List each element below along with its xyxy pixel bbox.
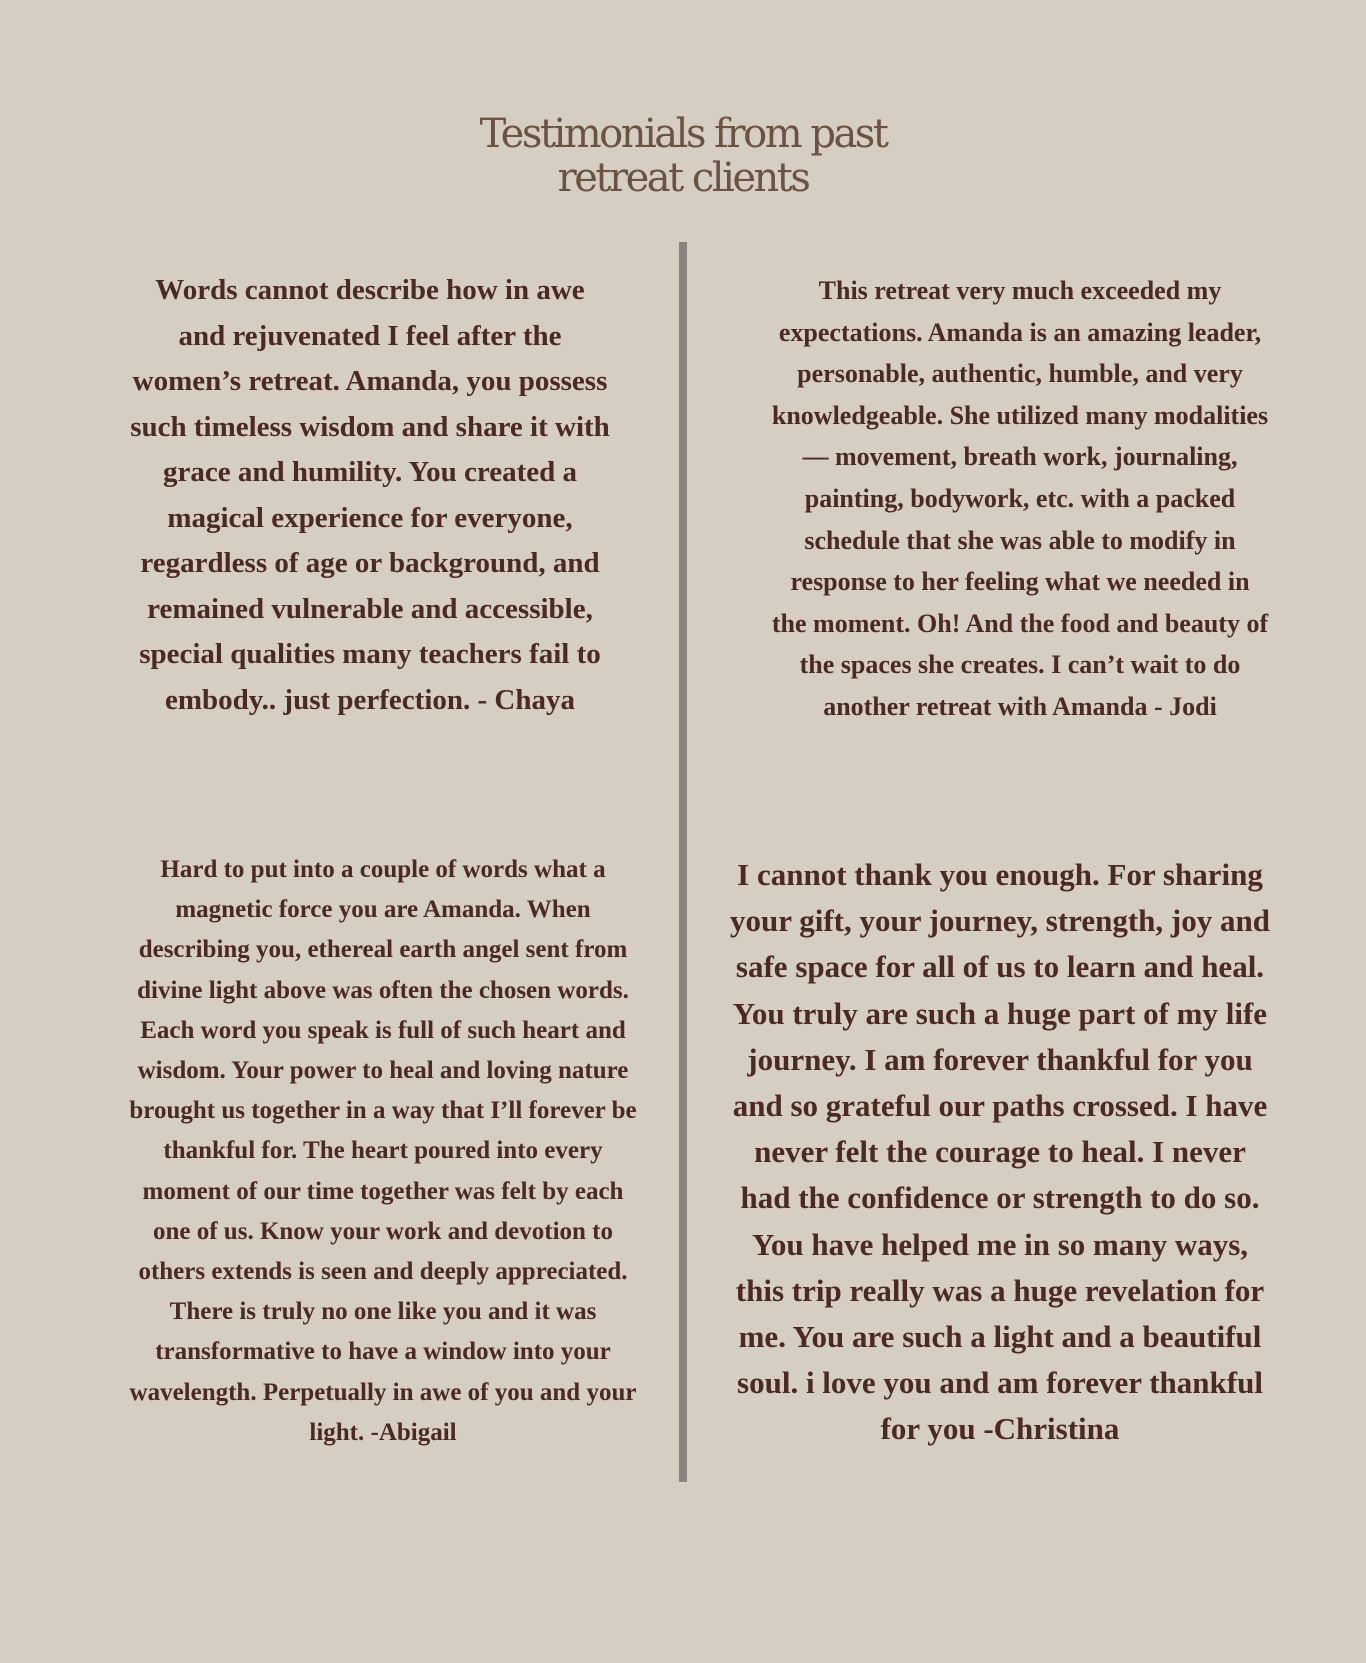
page-title-line-1: Testimonials from past: [479, 111, 887, 157]
column-divider: [679, 242, 687, 1482]
testimonial-abigail: Hard to put into a couple of words what a magnetic force you are Amanda. When describing you, ethereal earth angel sent from divine light above was often the chosen words. Each word you speak is full of such heart and wisdom. Your power to heal and loving nature brought us together in a way that I’ll forever be thankful for. The heart poured into every moment of our time together was felt by each one of us. Know your work and devotion to others extends is seen and deeply appreciated. There is truly no one like you and it was transformative to have a window into your wavelength. Perpetually in awe of you and your light. -Abigail: [129, 856, 637, 1446]
testimonial-chaya: Words cannot describe how in awe and rejuvenated I feel after the women’s retreat. Amanda, you possess such timeless wisdom and share it with grace and humility. You created a magical experience for everyone, regardless of age or background, and remained vulnerable and accessible, special qualities many teachers fail to embody.. just perfection. - Chaya: [130, 274, 610, 716]
testimonial-jodi: This retreat very much exceeded my expectations. Amanda is an amazing leader, personable, authentic, humble, and very knowledgeable. She utilized many modalities — movement, breath work, journaling, painting, bodywork, etc. with a packed schedule that she was able to modify in response to her feeling what we needed in the moment. Oh! And the food and beauty of the spaces she creates. I can’t wait to do another retreat with Amanda - Jodi: [771, 276, 1269, 721]
testimonial-christina: I cannot thank you enough. For sharing your gift, your journey, strength, joy and safe space for all of us to learn and heal. You truly are such a huge part of my life journey. I am forever thankful for you and so grateful our paths crossed. I have never felt the courage to heal. I never had the confidence or strength to do so. You have helped me in so many ways, this trip really was a huge revelation for me. You are such a light and a beautiful soul. i love you and am forever thankful for you -Christina: [730, 857, 1270, 1447]
page-title-line-2: retreat clients: [557, 155, 809, 201]
page-title: [0, 112, 1366, 200]
